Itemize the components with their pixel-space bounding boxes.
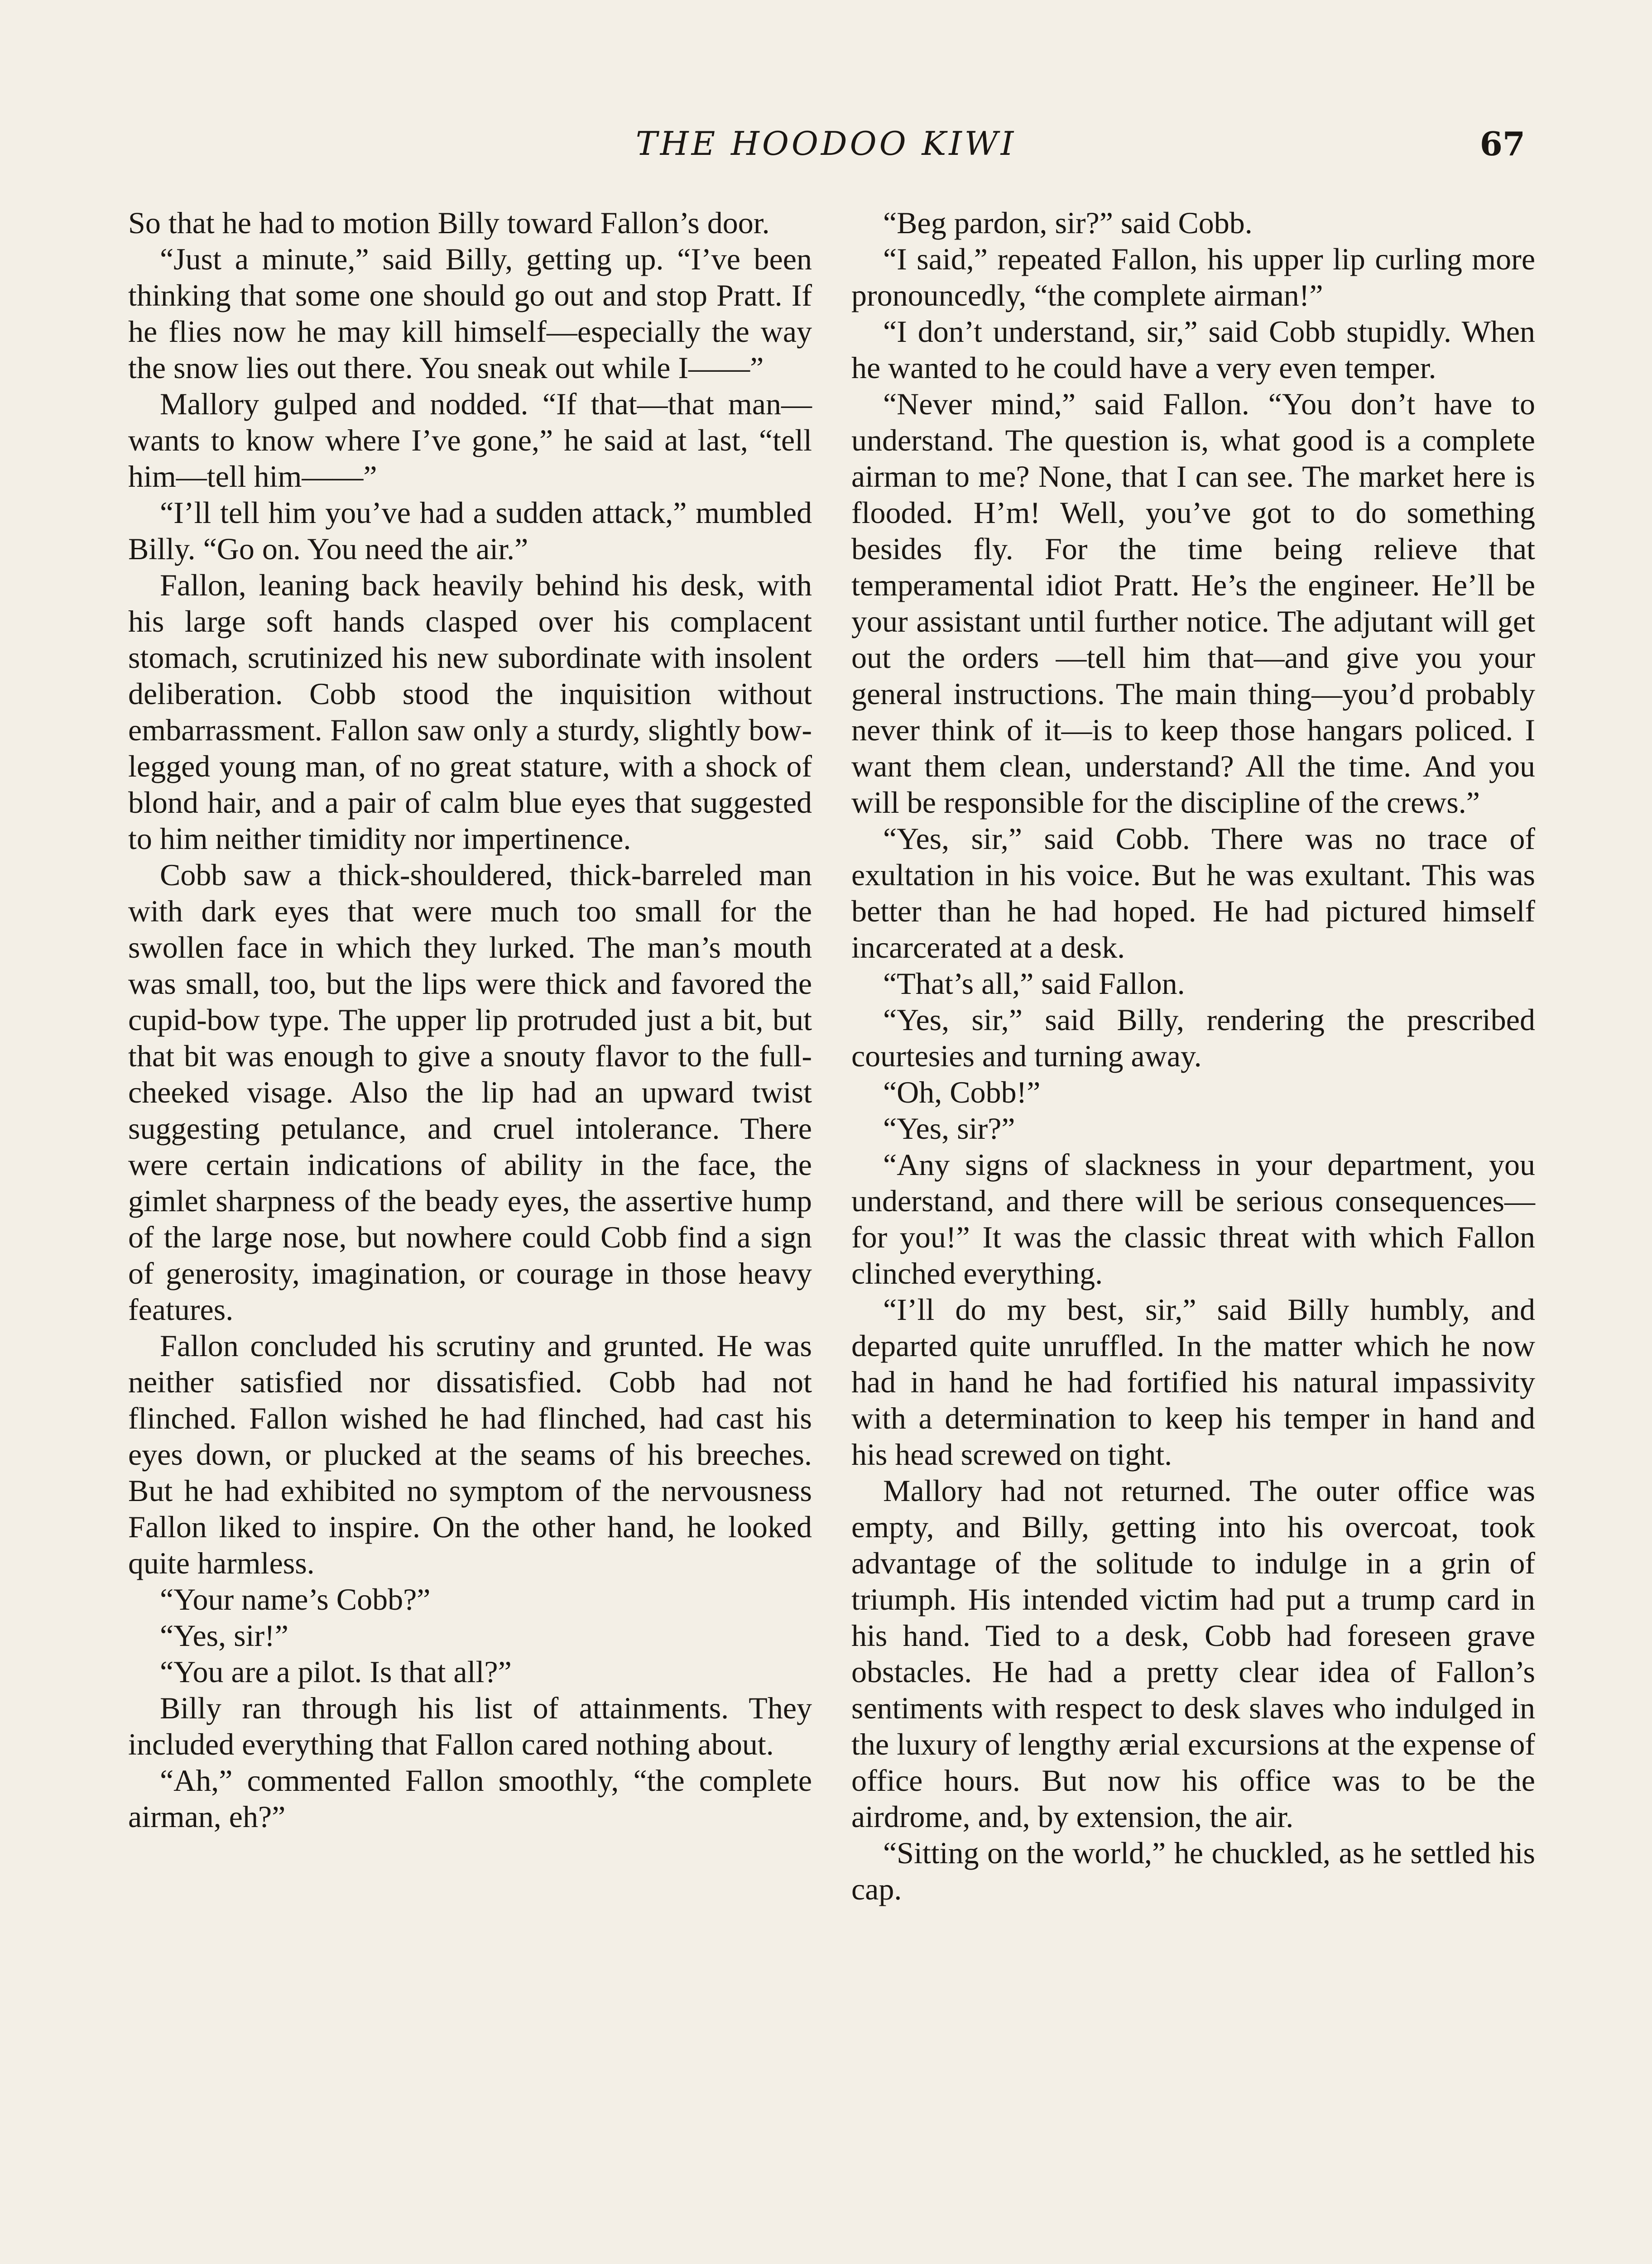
paragraph: “Your name’s Cobb?” bbox=[160, 1582, 431, 1616]
paragraph: Billy ran through his list of attainments. They included everything that Fallon cared nothing about. bbox=[128, 1691, 812, 1761]
paragraph: Cobb saw a thick-shouldered, thick-barreled man with dark eyes that were much too small for the swollen face in which they lurked. The man’s mouth was small, too, but the lips were thick and favored the cupid-bow type. The upper lip protruded just a bit, but that bit was enough to give a snouty flavor to the full-cheeked visage. Also the lip had an upward twist suggesting petulance, and cruel intolerance. There were certain indications of ability in the face, the gimlet sharpness of the beady eyes, the assertive hump of the large nose, but nowhere could Cobb find a sign of generosity, imagination, or courage in those heavy features. bbox=[128, 858, 812, 1327]
paragraph: “Yes, sir!” bbox=[160, 1618, 288, 1653]
running-title: THE HOODOO KIWI bbox=[635, 125, 1017, 163]
paragraph: Mallory had not returned. The outer office was empty, and Billy, getting into his overcoat, took advantage of the solitude to indulge in a grin of triumph. His intended victim had put a trump card in his hand. Tied to a desk, Cobb had foreseen grave obstacles. He had a pretty clear idea of Fallon’s sentiments with respect to desk slaves who indulged in the luxury of lengthy ærial excursions at the expense of office hours. But now his office was to be the airdrome, and, by extension, the air. bbox=[851, 1473, 1535, 1834]
paragraph: So that he had to motion Billy toward Fallon’s door. bbox=[128, 206, 770, 240]
paragraph: “That’s all,” said Fallon. bbox=[883, 966, 1185, 1001]
paragraph: Fallon concluded his scrutiny and grunted. He was neither satisfied nor dissatisfied. Cobb had not flinched. Fallon wished he had flinched, had cast his eyes down, or plucked at the seams of his breeches. But he had exhibited no symptom of the nervousness Fallon liked to inspire. On the other hand, he looked quite harmless. bbox=[128, 1329, 812, 1580]
paragraph: “Ah,” commented Fallon smoothly, “the complete airman, eh?” bbox=[128, 1763, 812, 1834]
page-number: 67 bbox=[1479, 125, 1525, 163]
paragraph: “Beg pardon, sir?” said Cobb. bbox=[883, 206, 1253, 240]
paragraph: “Yes, sir,” said Cobb. There was no trace of exultation in his voice. But he was exultant. This was better than he had hoped. He had pictured himself incarcerated at a desk. bbox=[851, 821, 1535, 964]
paragraph: “Oh, Cobb!” bbox=[883, 1075, 1041, 1109]
right-column bbox=[851, 205, 1535, 1907]
paragraph: “Just a minute,” said Billy, getting up. “I’ve been thinking that some one should go out and stop Pratt. If he flies now he may kill himself—especially the way the snow lies out there. You sneak out while I——” bbox=[128, 242, 812, 385]
running-head bbox=[127, 125, 1525, 174]
paragraph: “Yes, sir?” bbox=[883, 1111, 1015, 1146]
paragraph: “I’ll do my best, sir,” said Billy humbly, and departed quite unruffled. In the matter which he now had in hand he had fortified his natural impassivity with a determination to keep his temper in hand and his head screwed on tight. bbox=[851, 1292, 1535, 1472]
paragraph: “I said,” repeated Fallon, his upper lip curling more pronouncedly, “the complete airman!” bbox=[851, 242, 1535, 312]
paragraph: “Any signs of slackness in your department, you understand, and there will be serious consequences—for you!” It was the classic threat with which Fallon clinched everything. bbox=[851, 1147, 1535, 1290]
paragraph: “Sitting on the world,” he chuckled, as he settled his cap. bbox=[851, 1836, 1535, 1906]
paragraph: “I don’t understand, sir,” said Cobb stupidly. When he wanted to he could have a very even temper. bbox=[851, 314, 1535, 385]
paragraph: “I’ll tell him you’ve had a sudden attack,” mumbled Billy. “Go on. You need the air.” bbox=[128, 495, 812, 566]
paragraph: “You are a pilot. Is that all?” bbox=[160, 1655, 512, 1689]
paragraph: “Yes, sir,” said Billy, rendering the prescribed courtesies and turning away. bbox=[851, 1002, 1535, 1073]
left-column bbox=[128, 205, 812, 1835]
paragraph: Fallon, leaning back heavily behind his desk, with his large soft hands clasped over his complacent stomach, scrutinized his new subordinate with insolent deliberation. Cobb stood the inquisition without embarrassment. Fallon saw only a sturdy, slightly bow-legged young man, of no great stature, with a shock of blond hair, and a pair of calm blue eyes that suggested to him neither timidity nor impertinence. bbox=[128, 568, 812, 856]
paragraph: “Never mind,” said Fallon. “You don’t have to understand. The question is, what good is a complete airman to me? None, that I can see. The market here is flooded. H’m! Well, you’ve got to do something besides fly. For the time being relieve that temperamental idiot Pratt. He’s the engineer. He’ll be your assistant until further notice. The adjutant will get out the orders —tell him that—and give you your general instructions. The main thing—you’d probably never think of it—is to keep those hangars policed. I want them clean, understand? All the time. And you will be responsible for the discipline of the crews.” bbox=[851, 387, 1535, 820]
paragraph: Mallory gulped and nodded. “If that—that man—wants to know where I’ve gone,” he said at last, “tell him—tell him——” bbox=[128, 387, 812, 494]
